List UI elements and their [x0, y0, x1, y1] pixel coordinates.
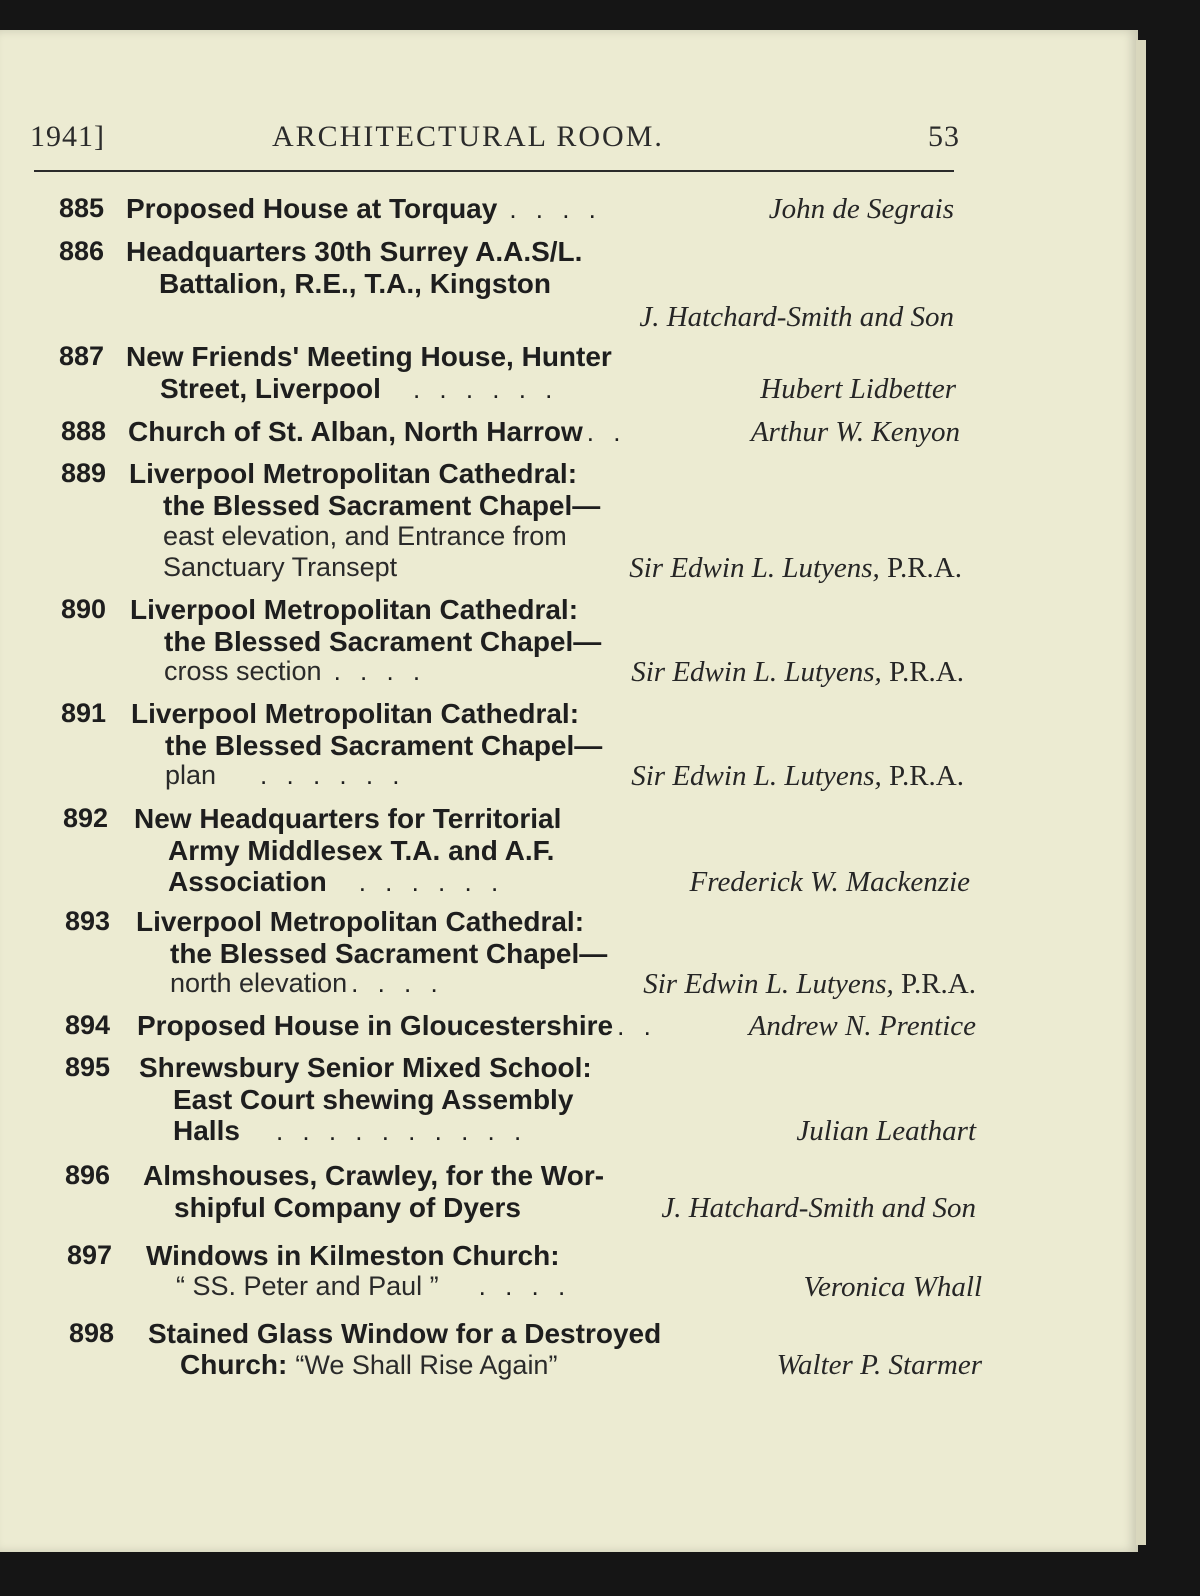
entry-number: 887: [58, 341, 104, 371]
leader-dots: . . . . . .: [358, 867, 505, 897]
entry-description: east elevation, and Entrance from: [163, 521, 567, 551]
author-suffix: P.R.A.: [887, 552, 962, 584]
entry-title: Church of St. Alban, North Harrow: [128, 416, 583, 447]
entry-author: Sir Edwin L. Lutyens,: [643, 968, 894, 1000]
entry-author: Julian Leathart: [796, 1115, 976, 1147]
entry-description: plan: [165, 760, 217, 790]
entry-description: “We Shall Rise Again”: [295, 1350, 558, 1380]
leader-dots: . . . . . .: [260, 760, 406, 790]
entry-number: 891: [60, 698, 106, 728]
entry-title-cont: the Blessed Sacrament Chapel—: [165, 730, 603, 761]
entry-number: 897: [66, 1240, 112, 1270]
entry-title: Liverpool Metropolitan Cathedral:: [130, 594, 579, 625]
entry-description: “ SS. Peter and Paul ”: [176, 1271, 439, 1301]
author-suffix: P.R.A.: [889, 760, 964, 792]
entry-title-cont: shipful Company of Dyers: [174, 1192, 521, 1223]
entry-number: 892: [62, 803, 108, 833]
entry-number: 895: [64, 1052, 110, 1082]
leader-dots: . . . . . .: [412, 374, 559, 404]
leader-dots: . .: [617, 1011, 657, 1041]
entry-author: Sir Edwin L. Lutyens,: [629, 552, 880, 584]
author-suffix: P.R.A.: [901, 968, 976, 1000]
entry-number: 888: [60, 416, 106, 446]
entry-title: Headquarters 30th Surrey A.A.S/L.: [126, 236, 583, 267]
entry-title: Liverpool Metropolitan Cathedral:: [131, 698, 580, 729]
entry-description: cross section: [164, 656, 322, 686]
entry-number: 893: [64, 906, 110, 936]
entry-number: 890: [60, 594, 106, 624]
entry-description: north elevation: [170, 968, 348, 998]
leader-dots: . . . .: [509, 194, 602, 224]
entry-author: Hubert Lidbetter: [760, 373, 956, 405]
entry-author: Veronica Whall: [803, 1271, 982, 1303]
header-year: 1941]: [30, 120, 105, 153]
leader-dots: . . . .: [478, 1271, 572, 1301]
entry-title: Proposed House at Torquay: [126, 193, 498, 224]
leader-dots: . . . .: [351, 968, 444, 998]
running-header: [30, 120, 960, 160]
entry-title-cont: the Blessed Sacrament Chapel—: [170, 938, 608, 969]
entry-author: Walter P. Starmer: [776, 1349, 982, 1381]
entry-title-cont: Association: [168, 866, 327, 897]
leader-dots: . . . . . . . . . .: [275, 1116, 528, 1146]
page-number: 53: [928, 120, 960, 153]
entry-title: Shrewsbury Senior Mixed School:: [139, 1052, 592, 1083]
entry-author: J. Hatchard-Smith and Son: [661, 1192, 976, 1224]
entry-title: New Headquarters for Territorial: [134, 803, 562, 834]
entry-title-cont: the Blessed Sacrament Chapel—: [163, 490, 601, 521]
entry-author: Frederick W. Mackenzie: [689, 866, 970, 898]
entry-title-cont: Church:: [180, 1349, 288, 1380]
header-title: ARCHITECTURAL ROOM.: [272, 120, 664, 153]
entry-title-cont: Army Middlesex T.A. and A.F.: [168, 835, 555, 866]
entry-author: John de Segrais: [768, 193, 954, 225]
entry-title: Liverpool Metropolitan Cathedral:: [136, 906, 585, 937]
entry-title-cont: the Blessed Sacrament Chapel—: [164, 626, 602, 657]
entry-title: Proposed House in Gloucestershire: [137, 1010, 614, 1041]
entry-title: Windows in Kilmeston Church:: [146, 1240, 560, 1271]
entry-author: Arthur W. Kenyon: [750, 416, 960, 448]
page-edge: [1136, 40, 1146, 1545]
entry-title-cont: Street, Liverpool: [160, 373, 381, 404]
entry-title-cont: Battalion, R.E., T.A., Kingston: [159, 268, 551, 299]
entry-author: Andrew N. Prentice: [748, 1010, 976, 1042]
author-suffix: P.R.A.: [889, 656, 964, 688]
entry-description-cont: Sanctuary Transept: [163, 552, 398, 582]
entry-title: Stained Glass Window for a Destroyed: [148, 1318, 662, 1349]
entry-title: New Friends' Meeting House, Hunter: [126, 341, 612, 372]
entry-number: 885: [58, 193, 104, 223]
entry-number: 898: [68, 1318, 114, 1348]
entry-author: Sir Edwin L. Lutyens,: [631, 760, 882, 792]
leader-dots: . .: [586, 417, 627, 447]
entry-number: 886: [58, 236, 104, 266]
entry-title-cont: East Court shewing Assembly: [173, 1084, 574, 1115]
entry-title-cont: Halls: [173, 1115, 240, 1146]
entry-number: 896: [64, 1160, 110, 1190]
entry-number: 894: [64, 1010, 110, 1040]
leader-dots: . . . .: [333, 656, 427, 686]
entry-title: Liverpool Metropolitan Cathedral:: [129, 458, 578, 489]
entry-author: J. Hatchard-Smith and Son: [639, 301, 954, 333]
entry-author: Sir Edwin L. Lutyens,: [631, 656, 882, 688]
entry-title: Almshouses, Crawley, for the Wor-: [143, 1160, 605, 1191]
entry-number: 889: [60, 458, 106, 488]
header-rule: [34, 170, 954, 172]
